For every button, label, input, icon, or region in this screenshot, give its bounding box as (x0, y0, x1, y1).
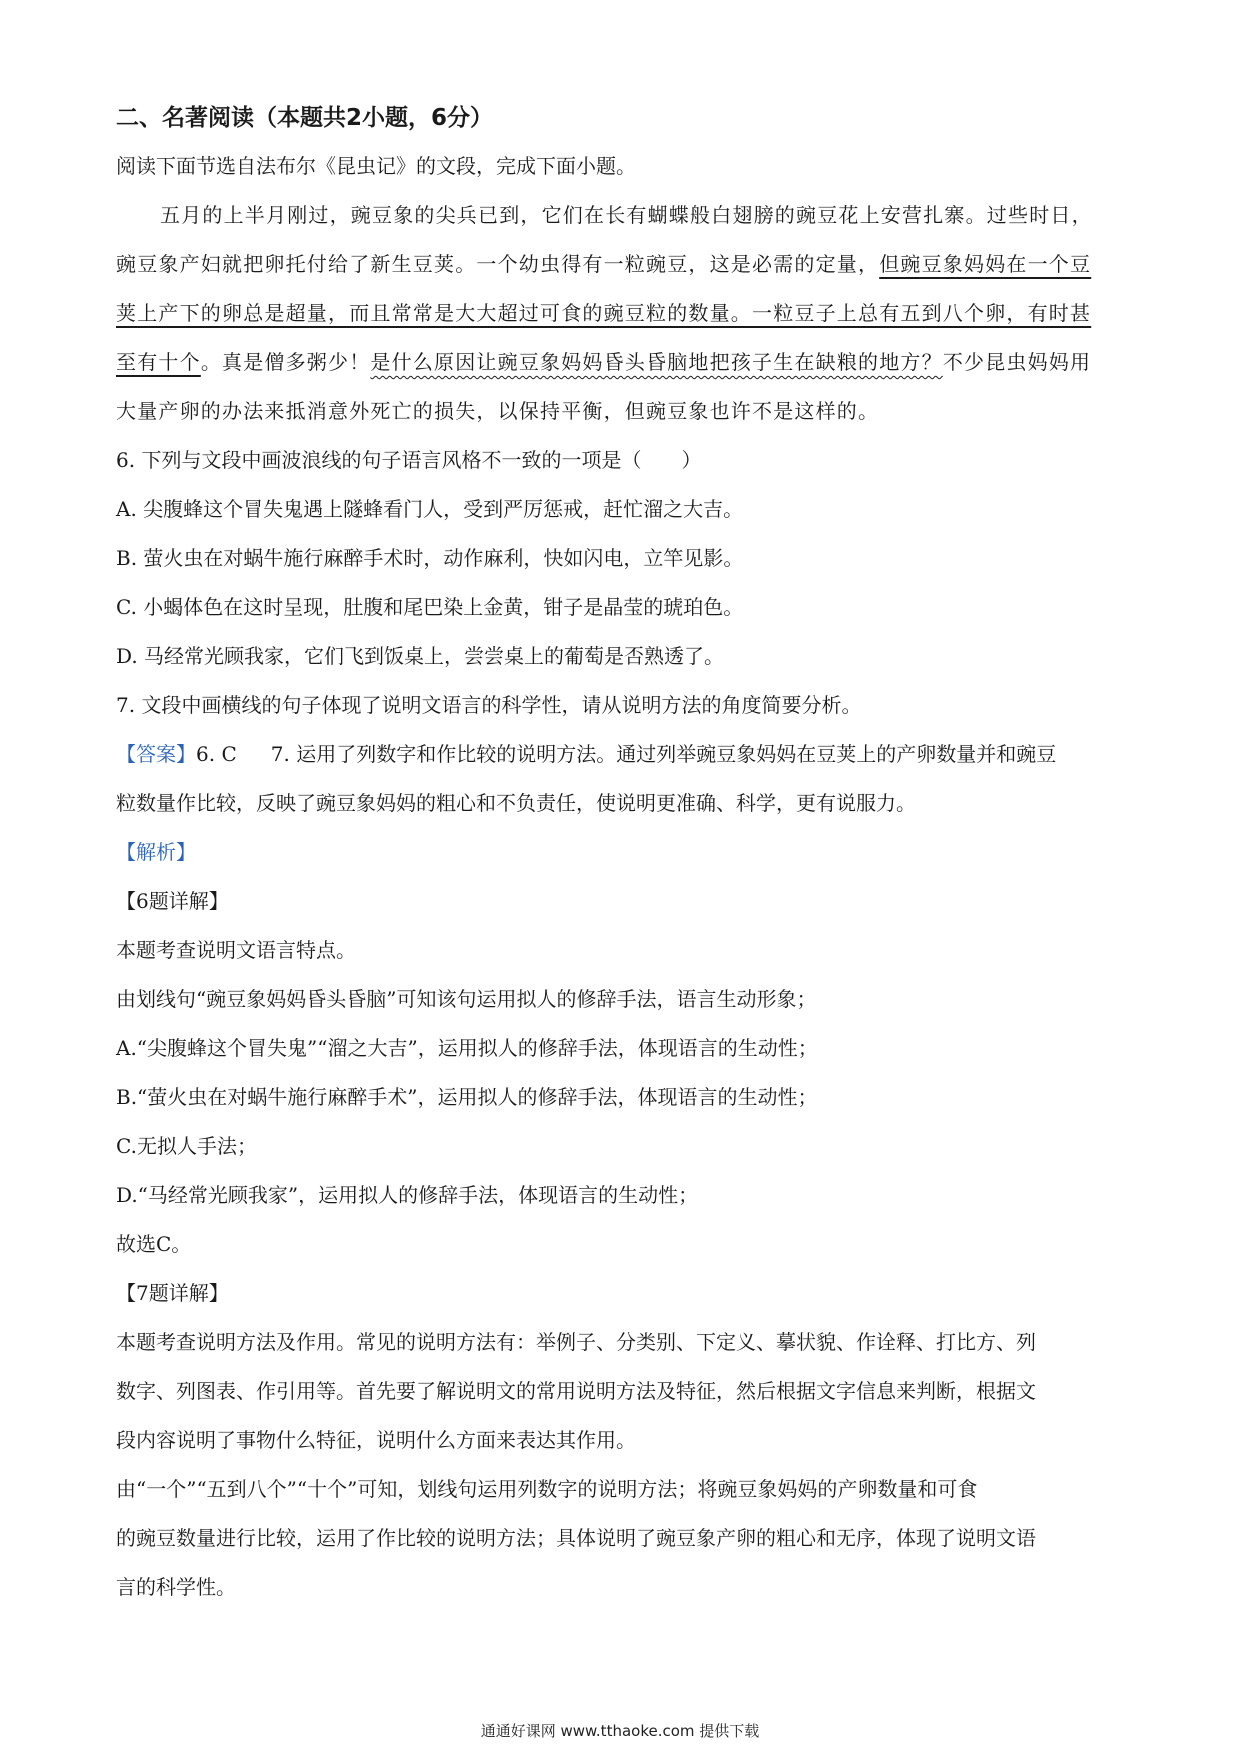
detail-7-heading: 【7题详解】 (116, 1281, 229, 1305)
excerpt-passage (116, 191, 1136, 436)
detail-7-text: 数字、列图表、作引用等。首先要了解说明文的常用说明方法及特征，然后根据文字信息来判断，根据文 (116, 1379, 1036, 1403)
section-title: 二、名著阅读（本题共2小题，6分） (116, 105, 494, 131)
question-7-stem: 7. 文段中画横线的句子体现了说明文语言的科学性，请从说明方法的角度简要分析。 (116, 693, 862, 717)
wavy-underlined-sentence: 是什么原因让豌豆象妈妈昏头昏脑地把孩子生在缺粮的地方？ (370, 350, 943, 374)
analysis-line (116, 828, 1136, 877)
question-6-stem: 6. 下列与文段中画波浪线的句子语言风格不一致的一项是（ ） (116, 448, 702, 472)
question-6-option-c: C. 小蝎体色在这时呈现，肚腹和尾巴染上金黄，钳子是晶莹的琥珀色。 (116, 595, 744, 619)
detail-6-text: 由划线句“豌豆象妈妈昏头昏脑”可知该句运用拟人的修辞手法，语言生动形象； (116, 987, 817, 1011)
passage-line-5: 大量产卵的办法来抵消意外死亡的损失，以保持平衡，但豌豆象也许不是这样的。 (116, 399, 880, 423)
passage-line-4 (116, 338, 1136, 387)
passage-line-2 (116, 240, 1136, 289)
detail-6-conclusion: 故选C。 (116, 1232, 192, 1256)
detail-6-option-c: C.无拟人手法； (116, 1134, 257, 1158)
detail-7-text: 由“一个”“五到八个”“十个”可知，划线句运用列数字的说明方法；将豌豆象妈妈的产卵数量和可食 (116, 1477, 978, 1501)
passage-line-3 (116, 289, 1136, 338)
detail-7-text: 段内容说明了事物什么特征，说明什么方面来表达其作用。 (116, 1428, 636, 1452)
detail-6-option-d: D.“马经常光顾我家”，运用拟人的修辞手法，体现语言的生动性； (116, 1183, 699, 1207)
question-6-option-d: D. 马经常光顾我家，它们飞到饭桌上，尝尝桌上的葡萄是否熟透了。 (116, 644, 725, 668)
detail-6-text: 本题考查说明文语言特点。 (116, 938, 356, 962)
detail-7-text: 的豌豆数量进行比较，运用了作比较的说明方法；具体说明了豌豆象产卵的粗心和无序，体现了说明文语 (116, 1526, 1036, 1550)
passage-text: 。真是僧多粥少！ (200, 350, 371, 374)
document-page (116, 100, 1136, 1612)
passage-text: 豌豆象产妇就把卵托付给了新生豆荚。一个幼虫得有一粒豌豆，这是必需的定量， (116, 252, 880, 276)
question-6-option-b: B. 萤火虫在对蜗牛施行麻醉手术时，动作麻利，快如闪电，立竿见影。 (116, 546, 744, 570)
passage-line-1: 五月的上半月刚过，豌豆象的尖兵已到，它们在长有蝴蝶般白翅膀的豌豆花上安营扎寨。过些时日， (160, 203, 1093, 227)
page-footer: 通通好课网 www.tthaoke.com 提供下载 (480, 1722, 760, 1740)
answer-line-1 (116, 730, 1136, 779)
answer-tag: 【答案】 (116, 742, 196, 766)
underlined-sentence: 至有十个 (116, 350, 201, 374)
detail-6-heading: 【6题详解】 (116, 889, 229, 913)
passage-text: 不少昆虫妈妈用 (942, 350, 1092, 374)
question-6-option-a: A. 尖腹蜂这个冒失鬼遇上隧蜂看门人，受到严厉惩戒，赶忙溜之大吉。 (116, 497, 744, 521)
detail-7-text: 言的科学性。 (116, 1575, 236, 1599)
underlined-sentence: 但豌豆象妈妈在一个豆 (879, 252, 1092, 276)
answer-6: 6. C (196, 742, 237, 766)
answer-7: 7. 运用了列数字和作比较的说明方法。通过列举豌豆象妈妈在豆荚上的产卵数量并和豌豆 (270, 742, 1057, 766)
detail-6-option-a: A.“尖腹蜂这个冒失鬼”“溜之大吉”，运用拟人的修辞手法，体现语言的生动性； (116, 1036, 818, 1060)
underlined-sentence: 荚上产下的卵总是超量，而且常常是大大超过可食的豌豆粒的数量。一粒豆子上总有五到八个卵，有时甚 (116, 301, 1092, 325)
answer-line-2: 粒数量作比较，反映了豌豆象妈妈的粗心和不负责任，使说明更准确、科学，更有说服力。 (116, 791, 916, 815)
detail-7-text: 本题考查说明方法及作用。常见的说明方法有：举例子、分类别、下定义、摹状貌、作诠释、打比方、列 (116, 1330, 1036, 1354)
analysis-tag: 【解析】 (116, 840, 196, 864)
reading-intro: 阅读下面节选自法布尔《昆虫记》的文段，完成下面小题。 (116, 154, 636, 178)
detail-6-option-b: B.“萤火虫在对蜗牛施行麻醉手术”，运用拟人的修辞手法，体现语言的生动性； (116, 1085, 818, 1109)
